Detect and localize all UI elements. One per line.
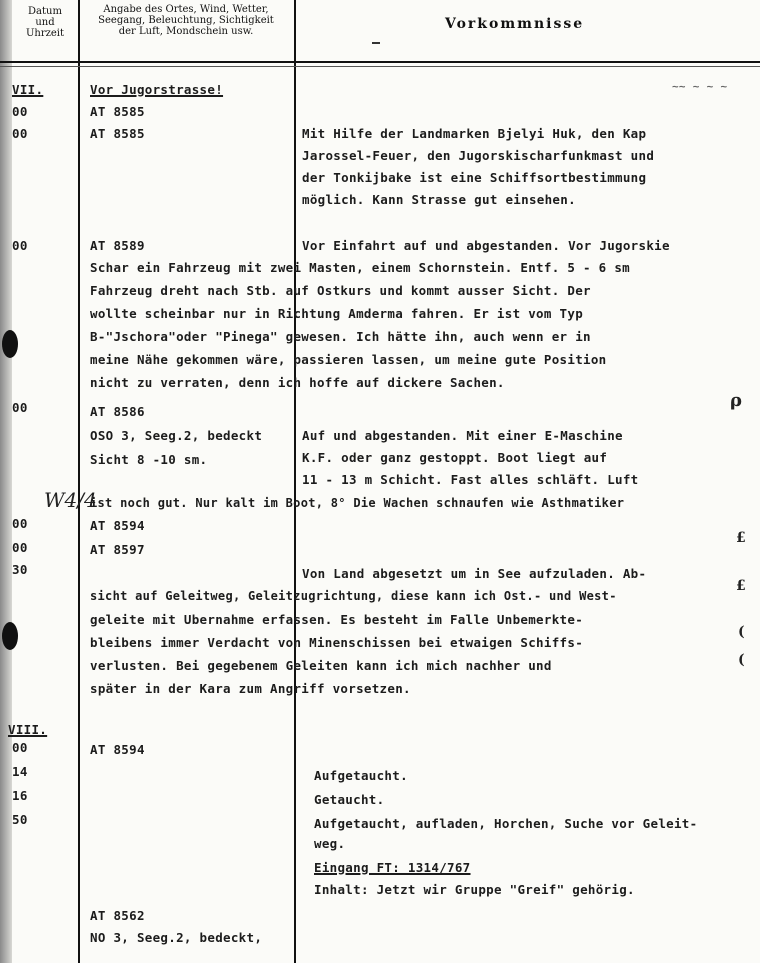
header-rule	[0, 61, 760, 63]
margin-mark: (	[738, 652, 745, 668]
event-line: geleite mit Ubernahme erfassen. Es besteht im Falle Unbemerkte-	[90, 612, 584, 627]
place-cell: AT 8597	[90, 542, 145, 557]
place-cell: AT 8594	[90, 518, 145, 533]
event-line: Vor Einfahrt auf und abgestanden. Vor Jugorskie	[302, 238, 670, 253]
event-line: weg.	[314, 836, 346, 851]
time-cell: 00	[12, 238, 28, 253]
event-line: B-"Jschora"oder "Pinega" gewesen. Ich hätte ihn, auch wenn er in	[90, 329, 591, 344]
event-line: Aufgetaucht, aufladen, Horchen, Suche vor Geleit-	[314, 816, 698, 831]
column-divider-2	[294, 0, 296, 963]
event-line: bleibens immer Verdacht von Minenschissen bei etwaigen Schiffs-	[90, 635, 584, 650]
time-cell: 14	[12, 764, 28, 779]
scan-edge	[0, 0, 12, 963]
event-line: Eingang FT: 1314/767	[314, 860, 471, 875]
margin-mark: (	[738, 624, 745, 640]
event-line: ist noch gut. Nur kalt im Boot, 8° Die Wachen schnaufen wie Asthmatiker	[90, 496, 625, 510]
event-line: sicht auf Geleitweg, Geleitzugrichtung, diese kann ich Ost.- und West-	[90, 589, 617, 603]
event-line: wollte scheinbar nur in Richtung Amderma fahren. Er ist vom Typ	[90, 306, 584, 321]
event-line: Von Land abgesetzt um in See aufzuladen. Ab-	[302, 566, 647, 581]
event-line: 11 - 13 m Schicht. Fast alles schläft. Luft	[302, 472, 639, 487]
event-line: möglich. Kann Strasse gut einsehen.	[302, 192, 576, 207]
time-cell: 00	[12, 400, 28, 415]
header-dash	[372, 42, 380, 44]
header-events: Vorkommnisse	[445, 16, 585, 32]
punch-hole	[2, 330, 18, 358]
event-line: Mit Hilfe der Landmarken Bjelyi Huk, den Kap	[302, 126, 647, 141]
time-cell: 00	[12, 740, 28, 755]
corner-mark: ~~ ~ ~ ~	[672, 80, 728, 93]
date-cell: VIII.	[8, 722, 48, 737]
margin-mark: £	[736, 578, 746, 594]
punch-hole	[2, 622, 18, 650]
header-rule-2	[0, 66, 760, 67]
time-cell: 00	[12, 516, 28, 531]
event-line: Getaucht.	[314, 792, 385, 807]
place-cell: NO 3, Seeg.2, bedeckt,	[90, 930, 263, 945]
place-cell: AT 8594	[90, 742, 145, 757]
place-cell: Sicht 8 -10 sm.	[90, 452, 208, 467]
header-location: Angabe des Ortes, Wind, Wetter, Seegang, Beleuchtung, Sichtigkeit der Luft, Mondschein usw.	[98, 4, 274, 37]
place-cell: AT 8585	[90, 126, 145, 141]
place-cell: Vor Jugorstrasse!	[90, 82, 224, 97]
place-cell: AT 8586	[90, 404, 145, 419]
place-cell: AT 8562	[90, 908, 145, 923]
event-line: der Tonkijbake ist eine Schiffsortbestimmung	[302, 170, 647, 185]
time-cell: 30	[12, 562, 28, 577]
header-date-time: Datum und Uhrzeit	[25, 6, 65, 39]
event-line: nicht zu verraten, denn ich hoffe auf dickere Sachen.	[90, 375, 505, 390]
event-line: meine Nähe gekommen wäre, passieren lassen, um meine gute Position	[90, 352, 607, 367]
margin-mark: ρ	[730, 390, 742, 411]
event-line: verlusten. Bei gegebenem Geleiten kann ich mich nachher und	[90, 658, 552, 673]
time-cell: 50	[12, 812, 28, 827]
event-line: Fahrzeug dreht nach Stb. auf Ostkurs und kommt ausser Sicht. Der	[90, 283, 591, 298]
time-cell: 00	[12, 540, 28, 555]
handwritten-note: W4/4	[44, 488, 97, 512]
event-line: Jarossel-Feuer, den Jugorskischarfunkmast und	[302, 148, 655, 163]
column-divider-1	[78, 0, 80, 963]
event-line: Aufgetaucht.	[314, 768, 408, 783]
place-cell: AT 8589	[90, 238, 145, 253]
margin-mark: £	[736, 530, 746, 546]
event-line: Inhalt: Jetzt wir Gruppe "Greif" gehörig.	[314, 882, 635, 897]
date-cell: VII.	[12, 82, 44, 97]
place-cell: OSO 3, Seeg.2, bedeckt	[90, 428, 263, 443]
time-cell: 16	[12, 788, 28, 803]
event-line: Auf und abgestanden. Mit einer E-Maschine	[302, 428, 623, 443]
time-cell: 00	[12, 126, 28, 141]
event-line: Schar ein Fahrzeug mit zwei Masten, einem Schornstein. Entf. 5 - 6 sm	[90, 260, 630, 275]
place-cell: AT 8585	[90, 104, 145, 119]
event-line: K.F. oder ganz gestoppt. Boot liegt auf	[302, 450, 608, 465]
event-line: später in der Kara zum Angriff vorsetzen.	[90, 681, 411, 696]
time-cell: 00	[12, 104, 28, 119]
